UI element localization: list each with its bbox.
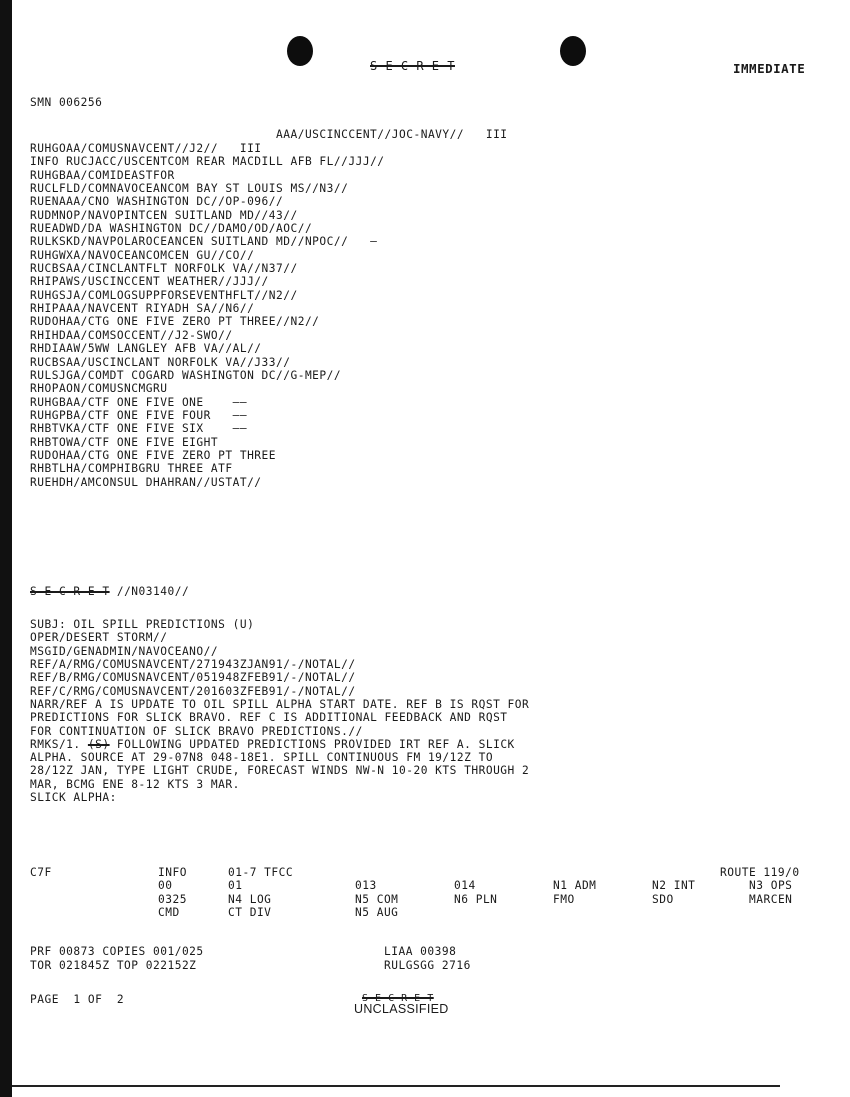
distribution-cell: N2 INT [652, 879, 696, 893]
routing-line: RUHGPBA/CTF ONE FIVE FOUR —— [30, 408, 248, 422]
distribution-table [30, 866, 830, 919]
message-body [30, 618, 529, 738]
distribution-cell: FMO [553, 892, 575, 906]
distribution-cell: C7F [30, 866, 52, 879]
body-line: PREDICTIONS FOR SLICK BRAVO. REF C IS ADDITIONAL FEEDBACK AND RQST [30, 711, 508, 725]
body-line: NARR/REF A IS UPDATE TO OIL SPILL ALPHA START DATE. REF B IS RQST FOR [30, 698, 530, 712]
distribution-cell: N1 ADM [553, 879, 597, 893]
unclassified-stamp: UNCLASSIFIED [354, 1002, 449, 1016]
bottom-rule [12, 1085, 780, 1087]
routing-line: RUHGBAA/CTF ONE FIVE ONE —— [30, 395, 248, 409]
rmks-line: SLICK ALPHA: [30, 791, 117, 805]
precedence: IMMEDIATE [733, 61, 806, 76]
distribution-cell: MARCEN [749, 892, 793, 906]
rmks-prefix: RMKS/1. [30, 738, 88, 751]
distribution-cell: 01-7 TFCC [228, 866, 294, 879]
routing-line: RHIPAAA/NAVCENT RIYADH SA//N6// [30, 302, 255, 316]
distribution-cell: N5 AUG [355, 906, 399, 920]
routing-line: RHBTLHA/COMPHIBGRU THREE ATF [30, 462, 233, 476]
routing-line: RHDIAAW/5WW LANGLEY AFB VA//AL// [30, 342, 262, 356]
distribution-cell: N4 LOG [228, 892, 272, 906]
rmks-text: FOLLOWING UPDATED PREDICTIONS PROVIDED IRT REF A. SLICK [109, 738, 515, 751]
routing-line: RUHGOAA/COMUSNAVCENT//J2// III [30, 142, 262, 155]
routing-line: RHOPAON/COMUSNCMGRU [30, 382, 168, 396]
body-line: REF/A/RMG/COMUSNAVCENT/271943ZJAN91/-/NOTAL// [30, 658, 356, 672]
distribution-cell: N6 PLN [454, 892, 498, 906]
distribution-cell: INFO [158, 866, 187, 879]
routing-line: RUCBSAA/USCINCLANT NORFOLK VA//J33// [30, 355, 291, 369]
punch-hole-right [560, 36, 586, 66]
routing-line: RUHGSJA/COMLOGSUPPFORSEVENTHFLT//N2// [30, 288, 298, 302]
rmks-line: MAR, BCMG ENE 8-12 KTS 3 MAR. [30, 777, 240, 791]
page-left-border [0, 0, 12, 1097]
routing-line: RUCLFLD/COMNAVOCEANCOM BAY ST LOUIS MS//N3// [30, 182, 349, 196]
classification-struck: S E C R E T [30, 585, 110, 598]
rmks-struck: (S) [87, 738, 110, 751]
routing-line: RUENAAA/CNO WASHINGTON DC//OP-096// [30, 195, 284, 209]
body-line: SUBJ: OIL SPILL PREDICTIONS (U) [30, 618, 255, 631]
routing-line: RUDMNOP/NAVOPINTCEN SUITLAND MD//43// [30, 208, 298, 222]
routing-line: RHIPAWS/USCINCCENT WEATHER//JJJ// [30, 275, 269, 289]
distribution-cell: SDO [652, 892, 674, 906]
distribution-cell: 013 [355, 879, 377, 893]
routing-line: RHIHDAA/COMSOCCENT//J2-SWO// [30, 328, 233, 342]
rmks-body [30, 751, 529, 804]
distribution-row [30, 866, 830, 879]
routing-line: RUDOHAA/CTG ONE FIVE ZERO PT THREE [30, 448, 277, 462]
footer-classification: S E C R E T [362, 993, 434, 1004]
rmks-line: 28/12Z JAN, TYPE LIGHT CRUDE, FORECAST WINDS NW-N 10-20 KTS THROUGH 2 [30, 764, 530, 778]
liaa-line: LIAA 00398 [384, 945, 457, 958]
routing-line: RUEADWD/DA WASHINGTON DC//DAMO/OD/AOC// [30, 222, 313, 236]
body-line: OPER/DESERT STORM// [30, 631, 168, 645]
punch-hole-left [287, 36, 313, 66]
rmks-line [30, 738, 515, 751]
rmks-line: ALPHA. SOURCE AT 29-07N8 048-18E1. SPILL CONTINUOUS FM 19/12Z TO [30, 751, 494, 764]
body-line: MSGID/GENADMIN/NAVOCEANO// [30, 644, 219, 658]
routing-line: INFO RUCJACC/USCENTCOM REAR MACDILL AFB FL//JJJ// [30, 155, 385, 169]
distribution-cell: N5 COM [355, 892, 399, 906]
distribution-cell: 01 [228, 879, 243, 893]
rulsg-line: RULGSGG 2716 [384, 959, 471, 972]
serial-number: SMN 006256 [30, 96, 103, 109]
distribution-row [30, 893, 830, 906]
routing-line: RUCBSAA/CINCLANTFLT NORFOLK VA//N37// [30, 262, 298, 276]
distribution-cell: 014 [454, 879, 476, 893]
body-line: REF/B/RMG/COMUSNAVCENT/051948ZFEB91/-/NOTAL// [30, 671, 356, 685]
routing-line: RUDOHAA/CTG ONE FIVE ZERO PT THREE//N2// [30, 315, 320, 329]
distribution-cell: 00 [158, 879, 173, 893]
routing-line: RULKSKD/NAVPOLAROCEANCEN SUITLAND MD//NPOC// — [30, 235, 378, 249]
routing-line: RHBTOWA/CTF ONE FIVE EIGHT [30, 435, 219, 449]
routing-list [30, 142, 385, 489]
distribution-cell: 0325 [158, 892, 187, 906]
routing-line: RULSJGA/COMDT COGARD WASHINGTON DC//G-MEP// [30, 368, 342, 382]
page-number: PAGE 1 OF 2 [30, 993, 125, 1006]
distribution-cell: N3 OPS [749, 879, 793, 893]
routing-line: RUEHDH/AMCONSUL DHAHRAN//USTAT// [30, 475, 262, 489]
classification-line [30, 585, 189, 598]
route-label: ROUTE 119/0 [720, 866, 800, 879]
distribution-row [30, 906, 830, 919]
body-line: REF/C/RMG/COMUSNAVCENT/201603ZFEB91/-/NOTAL// [30, 684, 356, 698]
header-classification: S E C R E T [370, 59, 455, 73]
from-line: AAA/USCINCCENT//JOC-NAVY// III [276, 128, 508, 141]
routing-line: RUHGWXA/NAVOCEANCOMCEN GU//CO// [30, 248, 255, 262]
distribution-row [30, 879, 830, 892]
prf-line: PRF 00873 COPIES 001/025 [30, 945, 204, 958]
routing-line: RHBTVKA/CTF ONE FIVE SIX —— [30, 422, 248, 436]
dtg-ref: //N03140// [109, 585, 190, 598]
tor-line: TOR 021845Z TOP 022152Z [30, 959, 197, 972]
body-line: FOR CONTINUATION OF SLICK BRAVO PREDICTIONS.// [30, 724, 363, 738]
distribution-cell: CMD [158, 906, 180, 920]
routing-line: RUHGBAA/COMIDEASTFOR [30, 168, 175, 182]
distribution-cell: CT DIV [228, 906, 272, 920]
